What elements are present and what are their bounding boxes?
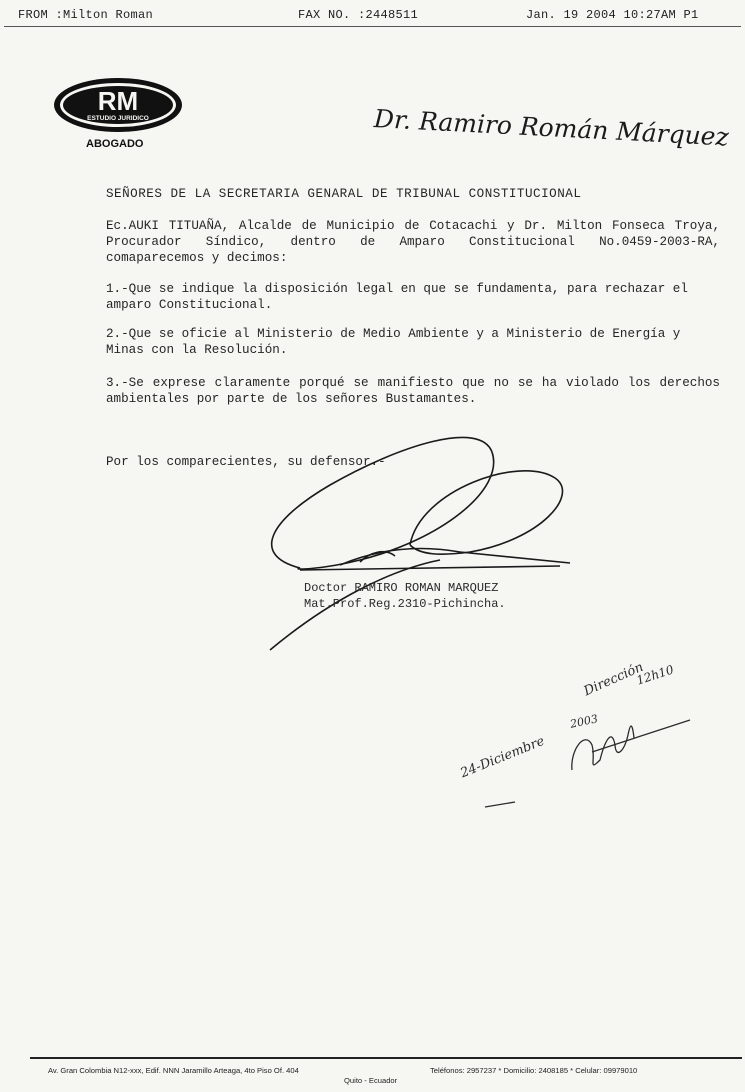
fax-header-rule [4, 26, 741, 27]
letter-intro: Ec.AUKI TITUAÑA, Alcalde de Municipio de Cotacachi y Dr. Milton Fonseca Troya, Procurador Síndico, dentro de Amparo Constitucional No.0459-2003-RA, comaparecemos y decimos: [106, 219, 720, 265]
handwritten-date: 24-Diciembre [458, 733, 547, 782]
fax-number: FAX NO. :2448511 [298, 8, 419, 22]
fax-from: FROM :Milton Roman [18, 8, 154, 22]
footer-phones: Teléfonos: 2957237 * Domicilio: 2408185 * Celular: 09979010 [430, 1066, 638, 1075]
logo-text: RM [97, 86, 139, 116]
request-item-1: 1.-Que se indique la disposición legal en que se fundamenta, para rechazar el amparo Constitucional. [106, 282, 688, 312]
handwritten-year: 2003 [568, 712, 600, 731]
letter-closing: Por los comparecientes, su defensor.- [106, 455, 386, 469]
footer-city: Quito - Ecuador [344, 1076, 398, 1085]
role-label: ABOGADO [86, 138, 144, 150]
letterhead-name: Dr. Ramiro Román Márquez [373, 104, 730, 152]
fax-header [0, 8, 745, 26]
fax-date: Jan. 19 2004 10:27AM P1 [526, 8, 699, 22]
footer-address: Av. Gran Colombia N12-xxx, Edif. NNN Jaramillo Arteaga, 4to Piso Of. 404 [48, 1066, 299, 1075]
logo-subtext: ESTUDIO JURIDICO [87, 115, 149, 122]
request-item-2: 2.-Que se oficie al Ministerio de Medio Ambiente y a Ministerio de Energía y Minas con la Resolución. [106, 327, 681, 357]
signatory-registration: Mat.Prof.Reg.2310-Pichincha. [304, 597, 506, 611]
handwritten-initials [485, 720, 690, 807]
handwritten-direction: Dirección [581, 659, 646, 700]
rm-logo [52, 76, 184, 134]
letter-title: SEÑORES DE LA SECRETARIA GENARAL DE TRIBUNAL CONSTITUCIONAL [106, 187, 582, 201]
footer-rule [30, 1057, 742, 1059]
request-item-3: 3.-Se exprese claramente porqué se manifiesto que no se ha violado los derechos ambientales por parte de los señores Bustamantes. [106, 376, 720, 406]
signatory-name: Doctor RAMIRO ROMAN MARQUEZ [304, 581, 499, 595]
handwritten-number: 12h10 [634, 662, 676, 688]
